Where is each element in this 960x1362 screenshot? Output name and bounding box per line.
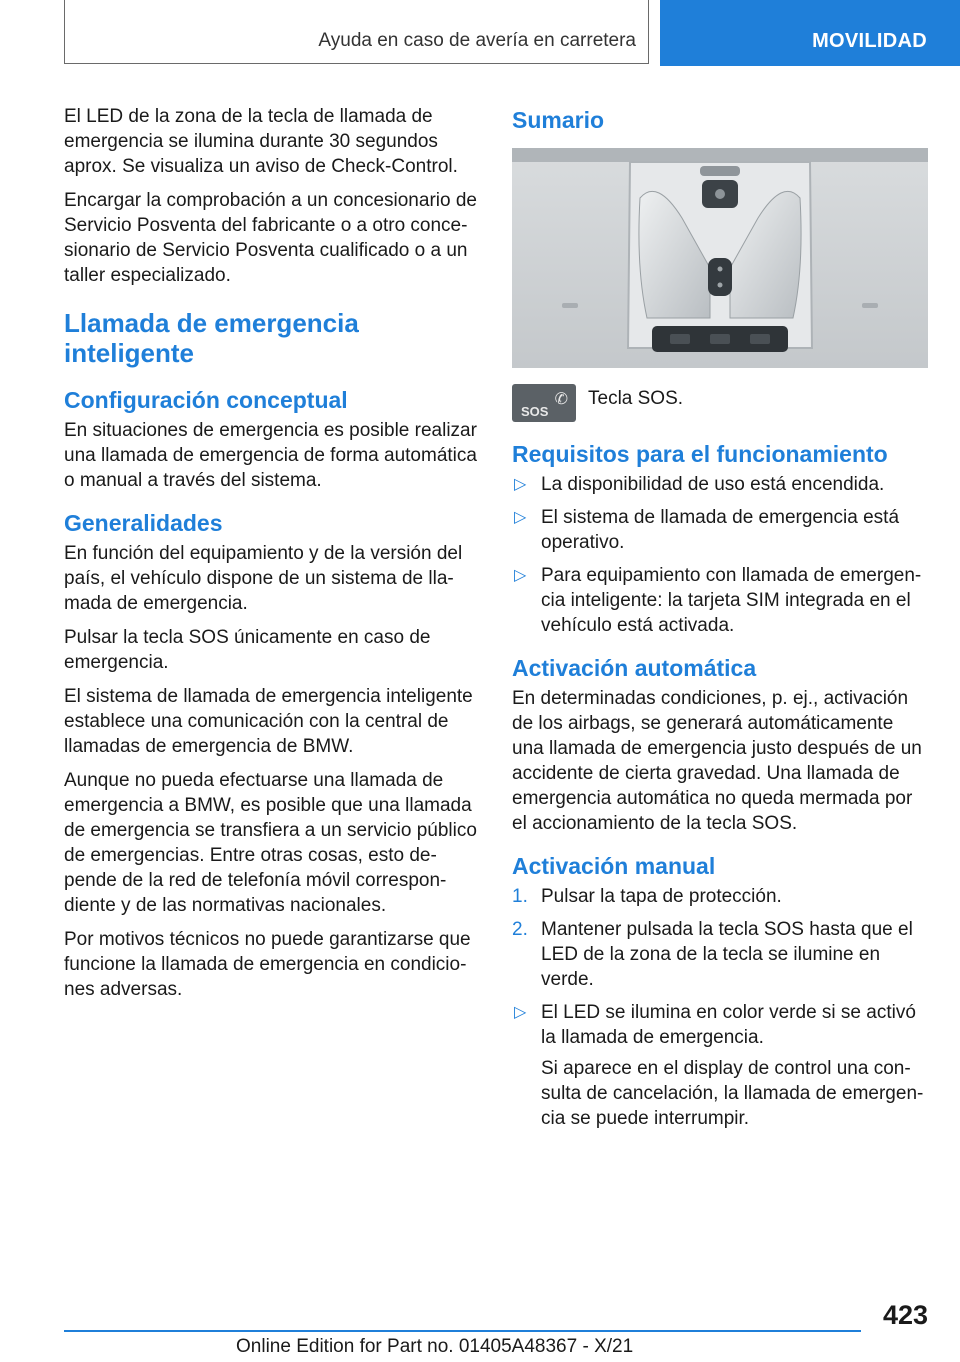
- general-heading: Generalidades: [64, 510, 223, 536]
- requirements-heading: Requisitos para el funcionamiento: [512, 441, 888, 467]
- footer-divider: [64, 1330, 861, 1332]
- triangle-right-icon: ▷: [514, 567, 527, 584]
- sos-key-row: [512, 386, 928, 422]
- main-heading: Llamada de emergencia inteligente: [64, 308, 359, 368]
- general-paragraph: Aunque no pueda efectuarse una llamada de emergencia a BMW, es posible que una llamada de emergencia se transfiera a un servicio público de emergencias. Entre otras cosas, esto depende de la red de telefonía móvil correspondiente y de las normativas nacionales.: [64, 770, 477, 916]
- list-item-text: Pulsar la tapa de protección.: [541, 886, 782, 907]
- sos-caption: Tecla SOS.: [588, 388, 684, 409]
- triangle-right-icon: ▷: [514, 476, 527, 493]
- page-number: 423: [882, 1300, 928, 1330]
- intro-paragraph: Encargar la comprobación a un concesionario de Servicio Posventa del fabricante o a otro concesionario de Servicio Posventa cualificado o a un taller especializado.: [64, 190, 477, 286]
- phone-icon: ✆: [554, 391, 568, 408]
- list-item: [512, 563, 928, 638]
- list-item: [512, 884, 928, 909]
- chapter-tab[interactable]: [660, 0, 960, 66]
- list-item-text: La disponibilidad de uso está encendida.: [541, 474, 885, 495]
- chapter-tab-label: MOVILIDAD: [812, 30, 927, 52]
- manual-note: Si aparece en el display de control una consulta de cancelación, la llamada de emergencia se puede interrumpir.: [541, 1058, 924, 1129]
- step-number: 2.: [512, 919, 528, 940]
- edition-footer: Online Edition for Part no. 01405A48367 - X/21: [236, 1336, 634, 1357]
- list-item-text: El sistema de llamada de emergencia está operativo.: [541, 507, 900, 553]
- general-paragraph: El sistema de llamada de emergencia inteligente establece una comunicación con la central de llamadas de emergencia de BMW.: [64, 686, 473, 757]
- list-item: [512, 917, 928, 992]
- list-item-text: El LED se ilumina en color verde si se activó la llamada de emergencia.: [541, 1002, 916, 1048]
- general-paragraph: Pulsar la tecla SOS únicamente en caso de emergencia.: [64, 627, 431, 673]
- sos-icon-label: SOS: [521, 404, 549, 419]
- concept-text: En situaciones de emergencia es posible realizar una llamada de emergencia de forma automática o manual a través del sistema.: [64, 420, 477, 491]
- right-column: [512, 104, 928, 1140]
- triangle-right-icon: ▷: [514, 509, 527, 526]
- step-number: 1.: [512, 886, 528, 907]
- list-item: [512, 472, 928, 497]
- list-item: [512, 1000, 928, 1050]
- requirements-list: [512, 472, 928, 638]
- list-item-text: Mantener pulsada la tecla SOS hasta que el LED de la zona de la tecla se ilumine en verde.: [541, 919, 913, 990]
- manual-activation-heading: Activación manual: [512, 853, 716, 879]
- auto-activation-heading: Activación automática: [512, 655, 757, 681]
- intro-paragraph: El LED de la zona de la tecla de llamada de emergencia se ilumina durante 30 segundos aprox. Se visualiza un aviso de Check-Control.: [64, 106, 458, 177]
- section-title: Ayuda en caso de avería en carretera: [318, 30, 636, 51]
- list-item: [512, 505, 928, 555]
- triangle-right-icon: ▷: [514, 1004, 527, 1021]
- manual-steps-list: [512, 884, 928, 1050]
- overhead-console-image: [512, 148, 928, 368]
- sos-phone-icon: [512, 384, 576, 422]
- summary-heading: Sumario: [512, 107, 605, 133]
- auto-activation-text: En determinadas condiciones, p. ej., activación de los airbags, se generará automáticamente una llamada de emergencia justo después de un accidente de cierta gravedad. Una llamada de emergencia automática no queda mermada por el accionamiento de la tecla SOS.: [512, 688, 922, 834]
- general-paragraph: En función del equipamiento y de la versión del país, el vehículo dispone de un sistema de llamada de emergencia.: [64, 543, 463, 614]
- list-item-text: Para equipamiento con llamada de emergencia inteligente: la tarjeta SIM integrada en el vehículo está activada.: [541, 565, 922, 636]
- concept-heading: Configuración conceptual: [64, 387, 348, 413]
- general-paragraph: Por motivos técnicos no puede garantizarse que funcione la llamada de emergencia en condiciones adversas.: [64, 929, 471, 1000]
- left-column: [64, 104, 478, 1011]
